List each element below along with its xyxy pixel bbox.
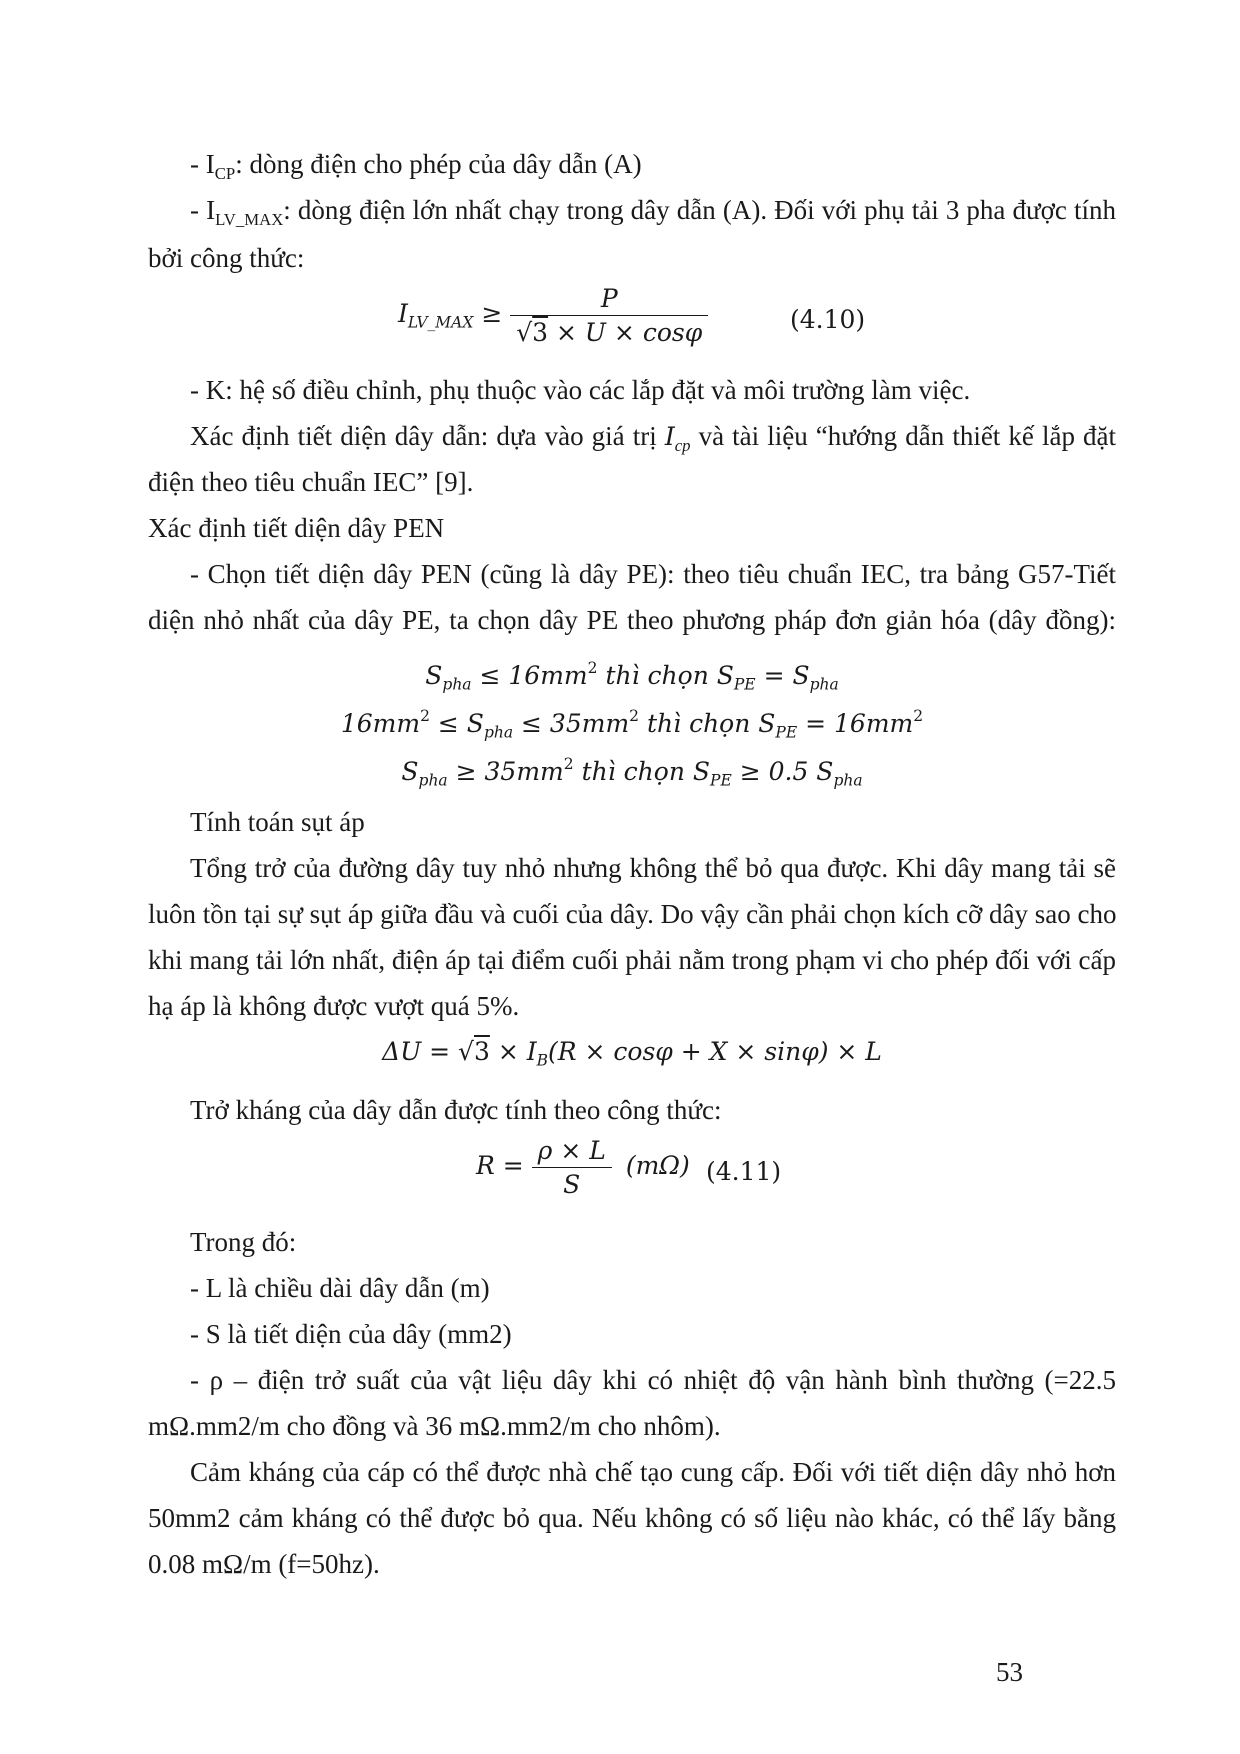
- r-d: ≥ 0.5 S: [731, 756, 834, 786]
- symbol: I: [664, 422, 675, 451]
- unit: (mΩ): [625, 1151, 690, 1180]
- subscript: CP: [214, 163, 236, 183]
- pen-line-2: diện nhỏ nhất của dây PE, ta chọn dây PE theo phương pháp đơn giản hóa (dây đồng):: [148, 605, 1116, 635]
- equation-tag-4-10: (4.10): [790, 305, 866, 334]
- du-c: (R × cosφ + X × sinφ) × L: [548, 1037, 882, 1066]
- r-d-sub: pha: [833, 771, 863, 790]
- du-b-sub: B: [536, 1051, 548, 1070]
- r-d-sub: pha: [809, 675, 839, 694]
- text-b: và tài liệu “hướng dẫn thiết kế lắp đặt: [690, 421, 1117, 451]
- pen-text: - Chọn tiết diện dây PEN (cũng là dây PE): theo tiêu chuẩn IEC, tra bảng G57-Tiết: [190, 559, 1116, 589]
- section-cross-section-cont: điện theo tiêu chuẩn IEC” [9].: [148, 467, 474, 497]
- denominator-rest: × U × cosφ: [548, 318, 703, 347]
- inductance-line-3: 0.08 mΩ/m (f=50hz).: [148, 1549, 380, 1579]
- r-a-sub: pha: [442, 675, 472, 694]
- r-c-sup: 2: [629, 707, 640, 725]
- sqrt-radicand: 3: [473, 1037, 490, 1066]
- r-a: 16mm: [340, 708, 421, 738]
- numerator: ρ × L: [532, 1136, 612, 1168]
- voltage-drop-line-2: luôn tồn tại sự sụt áp giữa đầu và cuối của dây. Do vậy cần phải chọn kích cỡ dây sao cho: [148, 899, 1117, 929]
- r-c-sub: PE: [733, 675, 756, 694]
- fraction: [532, 1136, 612, 1199]
- symbol: I: [206, 195, 216, 225]
- def-rho-1: [148, 1364, 1116, 1396]
- pen-heading: Xác định tiết diện dây PEN: [148, 513, 445, 543]
- rho-text: - ρ – điện trở suất của vật liệu dây khi có nhiệt độ vận hành bình thường (=22.5: [190, 1365, 1116, 1395]
- text-a: Xác định tiết diện dây dẫn: dựa vào giá trị: [190, 421, 665, 451]
- r-e-sup: 2: [913, 707, 924, 725]
- equation-tag-4-11: (4.11): [706, 1157, 782, 1186]
- rule-2: [148, 700, 1116, 748]
- rule-1: [148, 652, 1116, 700]
- trong-do: Trong đó:: [190, 1227, 297, 1257]
- r-b: ≤ S: [429, 708, 484, 738]
- equation-4-11: [476, 1136, 690, 1199]
- sqrt-sign: √: [516, 318, 533, 347]
- denominator: [510, 316, 708, 347]
- def-k: - K: hệ số điều chỉnh, phụ thuộc vào các lắp đặt và môi trường làm việc.: [190, 375, 971, 405]
- r-c: thì chọn S: [597, 660, 734, 690]
- r-b-sup: 2: [587, 659, 598, 677]
- r-a: S: [401, 756, 419, 786]
- eq-lhs-sub: LV_MAX: [407, 313, 474, 332]
- definition-text: : dòng điện lớn nhất chạy trong dây dẫn (A). Đối với phụ tải 3 pha được tính: [283, 195, 1116, 225]
- def-rho-2: mΩ.mm2/m cho đồng và 36 mΩ.mm2/m cho nhôm).: [148, 1411, 721, 1441]
- dash: -: [190, 195, 207, 225]
- eq-op: ≥: [473, 299, 511, 328]
- definition-text: : dòng điện cho phép của dây dẫn (A): [235, 149, 642, 179]
- dash: -: [190, 149, 206, 179]
- section-cross-section: [148, 420, 1116, 462]
- r-e: = 16mm: [797, 708, 914, 738]
- sqrt-sign: √: [458, 1037, 474, 1066]
- voltage-drop-line-4: hạ áp là không được vượt quá 5%.: [148, 991, 520, 1021]
- symbol: I: [205, 149, 215, 179]
- equation-4-10: [398, 284, 708, 347]
- voltage-drop-line-1: [148, 852, 1116, 884]
- rule-3: [148, 748, 1116, 796]
- def-ilv-cont: bởi công thức:: [148, 243, 305, 273]
- r-b: ≥ 35mm: [447, 756, 564, 786]
- r-b-sub: pha: [483, 723, 514, 742]
- r-c: ≤ 35mm: [513, 708, 630, 738]
- r-b-sup: 2: [563, 755, 574, 773]
- r-b: ≤ 16mm: [471, 660, 588, 690]
- resistance-intro: Trở kháng của dây dẫn được tính theo công thức:: [190, 1095, 722, 1125]
- r-d: = S: [755, 660, 810, 690]
- cam-text: Cảm kháng của cáp có thể được nhà chế tạo cung cấp. Đối với tiết diện dây nhỏ hơn: [190, 1457, 1116, 1487]
- du-b: × I: [489, 1037, 537, 1066]
- r-a: S: [425, 660, 443, 690]
- page-number: 53: [996, 1657, 1023, 1687]
- voltage-drop-line-3: khi mang tải lớn nhất, điện áp tại điểm cuối phải nằm trong phạm vi cho phép đối với cấp: [148, 945, 1116, 975]
- r-d: thì chọn S: [639, 708, 776, 738]
- voltage-drop-heading: Tính toán sụt áp: [190, 807, 365, 837]
- denominator: S: [563, 1170, 581, 1199]
- sqrt-radicand: 3: [532, 318, 549, 347]
- subscript: cp: [674, 435, 691, 455]
- du-a: ΔU =: [382, 1037, 459, 1066]
- def-s: - S là tiết diện của dây (mm2): [190, 1319, 512, 1349]
- eq-lhs: R =: [476, 1151, 532, 1180]
- r-c-sub: PE: [710, 771, 732, 790]
- inductance-line-2: 50mm2 cảm kháng có thể được bỏ qua. Nếu không có số liệu nào khác, có thể lấy bằng: [148, 1503, 1116, 1533]
- numerator: P: [510, 284, 708, 316]
- fraction: [510, 284, 708, 347]
- def-icp: [190, 148, 642, 190]
- def-ilv: [148, 194, 1116, 236]
- sag-text: Tổng trở của đường dây tuy nhỏ nhưng không thể bỏ qua được. Khi dây mang tải sẽ: [190, 853, 1116, 883]
- r-a-sub: pha: [418, 771, 448, 790]
- r-d-sub: PE: [775, 723, 798, 742]
- inductance-line-1: [148, 1456, 1116, 1488]
- def-l: - L là chiều dài dây dẫn (m): [190, 1273, 490, 1303]
- r-c: thì chọn S: [573, 756, 711, 786]
- pen-line-1: [148, 558, 1116, 590]
- equation-voltage-drop: [148, 1036, 1116, 1076]
- subscript: LV_MAX: [215, 209, 284, 229]
- r-a-sup: 2: [420, 707, 430, 725]
- eq-lhs: I: [398, 299, 408, 328]
